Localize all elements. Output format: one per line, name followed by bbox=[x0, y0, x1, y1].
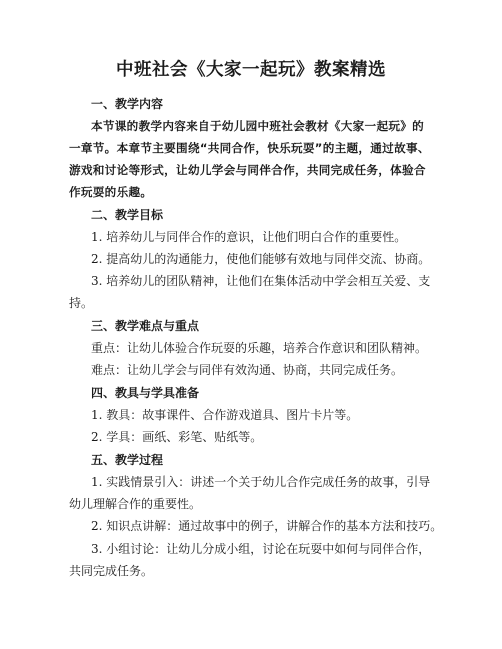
objective-item: 1. 培养幼儿与同伴合作的意识，让他们明白合作的重要性。 bbox=[91, 230, 407, 244]
objective-item: 3. 培养幼儿的团队精神，让他们在集体活动中学会相互关爱、支 bbox=[91, 274, 431, 288]
section-heading-objectives: 二、教学目标 bbox=[91, 208, 164, 222]
key-point-line: 重点：让幼儿体验合作玩耍的乐趣，培养合作意识和团队精神。 bbox=[91, 341, 428, 355]
content-paragraph-line: 本节课的教学内容来自于幼儿园中班社会教材《大家一起玩》的 bbox=[91, 119, 425, 133]
content-paragraph-line: 作玩耍的乐趣。 bbox=[69, 185, 153, 199]
content-paragraph-line: 一章节。本章节主要围绕“共同合作，快乐玩耍”的主题，通过故事、 bbox=[69, 141, 430, 155]
section-heading-materials: 四、教具与学具准备 bbox=[91, 386, 200, 400]
materials-item: 2. 学具：画纸、彩笔、贴纸等。 bbox=[91, 430, 263, 444]
process-item-continued: 幼儿理解合作的重要性。 bbox=[69, 497, 202, 511]
objective-item-continued: 持。 bbox=[69, 296, 94, 310]
objective-item: 2. 提高幼儿的沟通能力，使他们能够有效地与同伴交流、协商。 bbox=[91, 252, 431, 266]
process-item: 3. 小组讨论：让幼儿分成小组，讨论在玩耍中如何与同伴合作， bbox=[91, 542, 431, 556]
process-item: 2. 知识点讲解：通过故事中的例子，讲解合作的基本方法和技巧。 bbox=[91, 519, 443, 533]
process-item-continued: 共同完成任务。 bbox=[69, 564, 154, 578]
section-heading-process: 五、教学过程 bbox=[91, 453, 164, 467]
difficulty-line: 难点：让幼儿学会与同伴有效沟通、协商，共同完成任务。 bbox=[91, 363, 404, 377]
section-heading-content: 一、教学内容 bbox=[91, 97, 164, 111]
materials-item: 1. 教具：故事课件、合作游戏道具、图片卡片等。 bbox=[91, 408, 359, 422]
section-heading-key-points: 三、教学难点与重点 bbox=[91, 319, 200, 333]
document-title: 中班社会《大家一起玩》教案精选 bbox=[116, 60, 386, 80]
content-paragraph-line: 游戏和讨论等形式，让幼儿学会与同伴合作，共同完成任务，体验合 bbox=[69, 163, 426, 177]
process-item: 1. 实践情景引入：讲述一个关于幼儿合作完成任务的故事，引导 bbox=[91, 475, 431, 489]
